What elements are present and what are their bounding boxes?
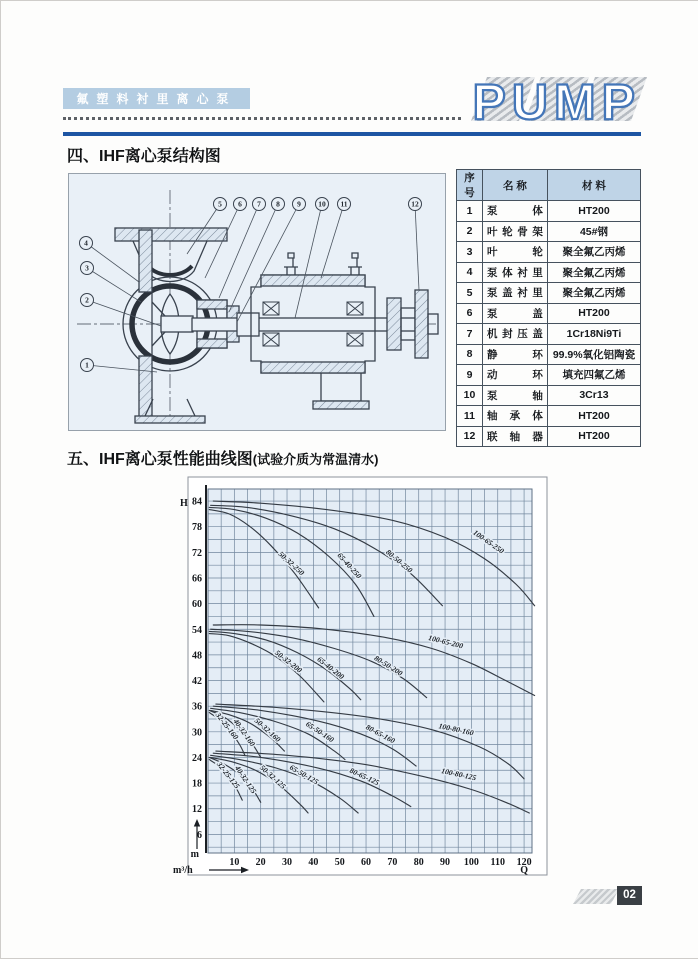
table-cell: 11 [457, 406, 483, 427]
table-cell: 3Cr13 [547, 385, 640, 406]
curve-label-32-25-160: 32-25-160 [213, 710, 241, 742]
table-cell: 轴 承 体 [482, 406, 547, 427]
curve-label-32-25-125: 32-25-125 [215, 759, 242, 791]
callout-number: 1 [85, 360, 89, 370]
table-cell: 静 环 [482, 344, 547, 365]
table-row [457, 303, 641, 324]
table-header [457, 170, 641, 201]
callout-leader-line [219, 204, 259, 298]
table-cell: 10 [457, 385, 483, 406]
table-row [457, 262, 641, 283]
pump-structure-drawing [68, 173, 446, 431]
callout-leader-line [415, 204, 419, 290]
callout-number: 7 [257, 199, 261, 209]
table-cell: 动 环 [482, 365, 547, 386]
y-tick-label: 48 [192, 650, 202, 662]
table-cell: 叶轮骨架 [482, 221, 547, 242]
table-row [457, 406, 641, 427]
y-tick-label: 72 [192, 547, 202, 559]
y-tick-label: 84 [192, 496, 202, 508]
y-tick-label: 42 [192, 676, 202, 688]
dotted-divider [63, 107, 461, 120]
callout-number: 5 [218, 199, 222, 209]
callout-leader-line [237, 204, 299, 322]
table-header-cell: 序号 [457, 170, 483, 201]
x-tick-label: 40 [308, 857, 319, 868]
curve-label-80-65-125: 80-65-125 [348, 765, 381, 788]
table-cell: 聚全氟乙丙烯 [547, 283, 640, 304]
table-cell: 6 [457, 303, 483, 324]
section5-subtitle: (试验介质为常温清水) [252, 452, 379, 467]
callout-number: 10 [318, 199, 326, 209]
table-header-cell: 名 称 [482, 170, 547, 201]
table-cell: 聚全氟乙丙烯 [547, 262, 640, 283]
x-tick-label: 10 [229, 857, 240, 868]
table-cell: 叶 轮 [482, 242, 547, 263]
curve-label-100-65-250: 100-65-250 [471, 527, 506, 556]
x-tick-label: 30 [282, 857, 293, 868]
table-row [457, 385, 641, 406]
y-tick-label: 30 [192, 727, 202, 739]
table-cell: 1Cr18Ni9Ti [547, 324, 640, 345]
callout-leader-line [87, 268, 141, 302]
x-tick-label: 70 [387, 857, 398, 868]
table-cell: 4 [457, 262, 483, 283]
curve-label-65-40-200: 65-40-200 [315, 654, 346, 682]
callout-leader-line [295, 204, 322, 318]
table-cell: 联 轴 器 [482, 426, 547, 447]
table-cell: HT200 [547, 201, 640, 222]
callout-number: 4 [84, 238, 88, 248]
table-cell: 填充四氟乙烯 [547, 365, 640, 386]
header-banner [63, 88, 250, 109]
y-tick-label: 78 [192, 522, 202, 534]
table-cell: HT200 [547, 406, 640, 427]
parts-material-table [456, 169, 641, 447]
table-cell: 45#钢 [547, 221, 640, 242]
callout-number: 8 [276, 199, 280, 209]
table-row [457, 344, 641, 365]
callout-number: 9 [297, 199, 301, 209]
curve-label-65-50-160: 65-50-160 [304, 719, 336, 745]
section5-title [67, 446, 378, 469]
table-cell: 3 [457, 242, 483, 263]
table-cell: 8 [457, 344, 483, 365]
table-cell: 泵盖衬里 [482, 283, 547, 304]
table-row [457, 426, 641, 447]
callout-leader-line [321, 204, 344, 278]
y-tick-label: 12 [192, 804, 202, 816]
pump-cross-section [69, 174, 445, 430]
table-cell: 12 [457, 426, 483, 447]
x-axis-symbol: Q [520, 865, 528, 876]
curve-label-100-80-160: 100-80-160 [437, 721, 475, 738]
callout-number: 3 [85, 263, 89, 273]
table-cell: 泵 盖 [482, 303, 547, 324]
x-tick-label: 80 [413, 857, 424, 868]
table-row [457, 221, 641, 242]
table-row [457, 365, 641, 386]
y-tick-label: 36 [192, 701, 202, 713]
table-row [457, 283, 641, 304]
table-cell: 聚全氟乙丙烯 [547, 242, 640, 263]
curve-label-40-32-125: 40-32-125 [233, 763, 259, 796]
banner-text: 氟塑料衬里离心泵 [76, 92, 237, 106]
curve-label-80-50-250: 80-50-250 [384, 547, 415, 575]
curve-label-50-32-250: 50-32-250 [276, 549, 307, 578]
table-row [457, 242, 641, 263]
callout-number: 2 [85, 295, 89, 305]
curve-label-65-50-125: 65-50-125 [288, 762, 321, 787]
table-header-cell: 材 料 [547, 170, 640, 201]
x-tick-label: 110 [490, 857, 505, 868]
curve-label-50-32-200: 50-32-200 [273, 648, 304, 675]
table-cell: 5 [457, 283, 483, 304]
y-tick-label: 60 [192, 599, 202, 611]
y-unit-label: m [190, 849, 199, 860]
footer-logo-decoration [573, 889, 619, 904]
y-tick-label: 54 [192, 624, 202, 636]
table-row [457, 201, 641, 222]
callout-leader-line [86, 243, 139, 282]
logo-text: PUMP [472, 74, 641, 130]
curve-label-80-65-160: 80-65-160 [364, 722, 397, 746]
y-tick-label: 18 [192, 778, 202, 790]
curve-label-65-40-250: 65-40-250 [335, 550, 364, 581]
curve-label-50-32-160: 50-32-160 [252, 716, 283, 744]
curve-label-100-80-125: 100-80-125 [440, 766, 477, 783]
plot-area [208, 489, 532, 853]
table-cell: 99.9%氧化铝陶瓷 [547, 344, 640, 365]
performance-curve-chart [171, 475, 549, 881]
callout-leader-line [87, 300, 161, 326]
table-cell: 2 [457, 221, 483, 242]
curve-label-40-32-160: 40-32-160 [231, 716, 258, 749]
x-tick-label: 60 [361, 857, 372, 868]
table-cell: 9 [457, 365, 483, 386]
table-cell: 1 [457, 201, 483, 222]
callout-number: 12 [411, 199, 419, 209]
table-row [457, 324, 641, 345]
x-unit-label: m³/h [173, 865, 193, 876]
table-cell: HT200 [547, 303, 640, 324]
table-cell: 7 [457, 324, 483, 345]
y-tick-label: 66 [192, 573, 202, 585]
x-tick-label: 120 [516, 857, 532, 868]
pump-logo [409, 73, 641, 133]
section4-title: 四、IHF离心泵结构图 [67, 148, 221, 165]
y-tick-label: 24 [192, 752, 202, 764]
table-cell: 泵体衬里 [482, 262, 547, 283]
table-cell: 泵 轴 [482, 385, 547, 406]
callout-number: 6 [238, 199, 242, 209]
y-tick-label: 6 [197, 829, 202, 841]
header-rule [63, 132, 641, 136]
callout-number: 11 [340, 199, 348, 209]
x-tick-label: 100 [463, 857, 479, 868]
curve-label-100-65-200: 100-65-200 [427, 633, 464, 651]
curve-label-50-32-125: 50-32-125 [258, 763, 288, 791]
curve-label-80-50-200: 80-50-200 [372, 653, 405, 678]
x-tick-label: 90 [440, 857, 451, 868]
x-tick-label: 20 [255, 857, 266, 868]
y-axis-label: H [180, 498, 188, 509]
section5-title-text: 五、IHF离心泵性能曲线图 [67, 451, 253, 468]
page-number-badge: 02 [617, 886, 642, 905]
table-cell: 机封压盖 [482, 324, 547, 345]
table-cell: 泵 体 [482, 201, 547, 222]
x-tick-label: 50 [334, 857, 345, 868]
table-cell: HT200 [547, 426, 640, 447]
